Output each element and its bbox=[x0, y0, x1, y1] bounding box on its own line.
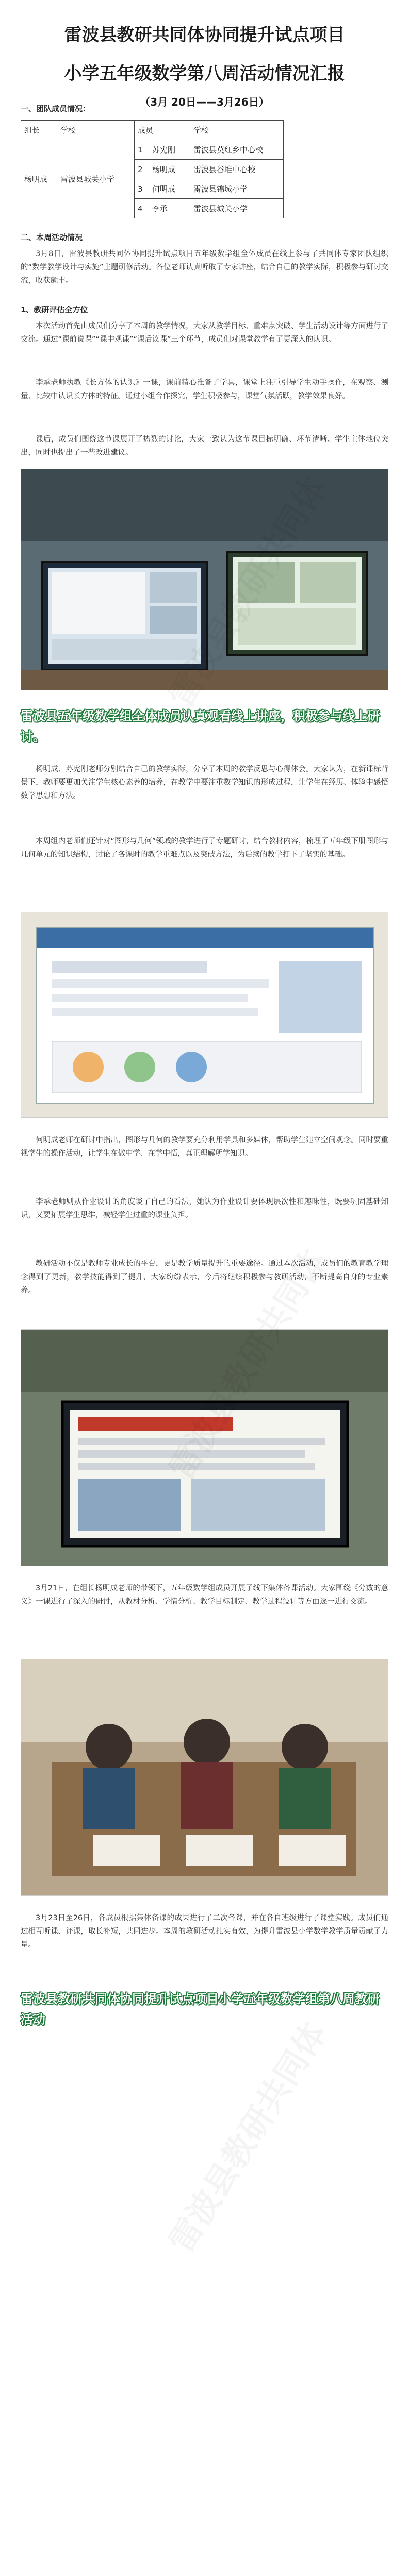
activity-photo-3 bbox=[21, 1329, 388, 1566]
photo-illustration bbox=[21, 1659, 388, 1896]
paragraph: 李承老师执教《长方体的认识》一课，课前精心准备了学具，课堂上注重引导学生动手操作，在观察、测量、比较中认识长方体的特征。通过小组合作探究，学生积极参与，课堂气氛活跃，教学效果良好。 bbox=[21, 379, 388, 400]
member-index: 4 bbox=[135, 199, 149, 218]
paragraph: 何明成老师在研讨中指出，图形与几何的教学要充分利用学具和多媒体，帮助学生建立空间观念。同时要重视学生的操作活动，让学生在做中学、在学中悟，真正理解所学知识。 bbox=[21, 1136, 388, 1158]
photo-illustration bbox=[21, 912, 388, 1118]
paragraph: 课后，成员们围绕这节课展开了热烈的讨论，大家一致认为这节课目标明确、环节清晰、学生主体地位突出，同时也提出了一些改进建议。 bbox=[21, 435, 388, 457]
member-name: 李承 bbox=[149, 199, 190, 218]
activity-photo-4 bbox=[21, 1659, 388, 1896]
paragraph: 3月23日至26日，各成员根据集体备课的成果进行了二次备课，并在各自班级进行了课堂实践。成员们通过相互听课、评课，取长补短，共同进步。本周的教研活动扎实有效，为提升雷波县小学数学教学质量贡献了力量。 bbox=[21, 1914, 388, 1949]
member-school: 雷波县谷堆中心校 bbox=[190, 160, 284, 179]
title-block bbox=[0, 21, 409, 109]
section2-intro: 3月8日，雷波县教研共同体协同提升试点项目五年级数学组全体成员在线上参与了共同体专家团队组织的“数学教学设计与实施”主题研修活动。各位老师认真听取了专家讲座，结合自己的教学实际，积极参与研讨交流，收获颇丰。 bbox=[21, 250, 388, 285]
table-row bbox=[21, 140, 284, 160]
member-school: 雷波县莫红乡中心校 bbox=[190, 140, 284, 160]
photo-caption-1: 雷波县五年级数学组全体成员认真观看线上讲座，积极参与线上研讨。 bbox=[21, 709, 380, 744]
member-name: 杨明成 bbox=[149, 160, 190, 179]
header-cell: 学校 bbox=[190, 121, 284, 140]
title-line-1: 雷波县教研共同体协同提升试点项目 bbox=[64, 25, 345, 45]
section1-title: 一、团队成员情况： bbox=[21, 104, 91, 113]
activity-photo-1 bbox=[21, 469, 388, 690]
member-index: 2 bbox=[135, 160, 149, 179]
date-range: （3月 20日——3月26日） bbox=[140, 96, 269, 108]
table-header-row bbox=[21, 121, 284, 140]
paragraph: 本次活动首先由成员们分享了本周的教学情况，大家从教学目标、重难点突破、学生活动设计等方面进行了交流。通过“课前说课”“课中观课”“课后议课”三个环节，成员们对课堂教学有了更深入的认识。 bbox=[21, 322, 388, 344]
photo-caption-2: 雷波县教研共同体协同提升试点项目小学五年级数学组第八周教研活动 bbox=[21, 1992, 380, 2027]
paragraph: 杨明成、苏宪刚老师分别结合自己的教学实际，分享了本周的教学反思与心得体会。大家认为，在新课标背景下，教师要更加关注学生核心素养的培养，在教学中要注重数学知识的形成过程，让学生在经历、体验中感悟数学思想和方法。 bbox=[21, 765, 388, 800]
members-table bbox=[21, 120, 284, 218]
member-index: 1 bbox=[135, 140, 149, 160]
paragraph: 教研活动不仅是教师专业成长的平台，更是教学质量提升的重要途径。通过本次活动，成员们的教育教学理念得到了更新，教学技能得到了提升，大家纷纷表示，今后将继续积极参与教研活动，不断提高自身的专业素养。 bbox=[21, 1260, 388, 1295]
member-name: 何明成 bbox=[149, 179, 190, 199]
member-index: 3 bbox=[135, 179, 149, 199]
watermark-text bbox=[155, 2012, 335, 2261]
title-line-2: 小学五年级数学第八周活动情况汇报 bbox=[64, 63, 345, 84]
photo-illustration bbox=[21, 1330, 388, 1566]
member-name: 苏宪刚 bbox=[149, 140, 190, 160]
paragraph: 3月21日，在组长杨明成老师的带领下，五年级数学组成员开展了线下集体备课活动。大家围绕《分数的意义》一课进行了深入的研讨，从教材分析、学情分析、教学目标制定、教学过程设计等方面逐一进行交流。 bbox=[21, 1584, 389, 1606]
photo-illustration bbox=[21, 469, 388, 690]
activity-photo-2 bbox=[21, 912, 388, 1118]
section2-title: 二、本周活动情况 bbox=[21, 233, 83, 242]
header-cell: 学校 bbox=[57, 121, 135, 140]
paragraph: 本周组内老师们还针对“图形与几何”领域的教学进行了专题研讨，结合教材内容，梳理了五年级下册图形与几何单元的知识结构，讨论了各课时的教学重难点以及突破方法，为后续的教学打下了坚实的基础。 bbox=[21, 837, 388, 859]
subsection1-title: 1、教研评估全方位 bbox=[21, 305, 88, 314]
leader-school: 雷波县城关小学 bbox=[57, 140, 135, 218]
member-school: 雷波县锦城小学 bbox=[190, 179, 284, 199]
leader-name: 杨明成 bbox=[21, 140, 57, 218]
header-cell: 组长 bbox=[21, 121, 57, 140]
member-school: 雷波县城关小学 bbox=[190, 199, 284, 218]
header-cell: 成员 bbox=[135, 121, 190, 140]
paragraph: 李承老师则从作业设计的角度谈了自己的看法，她认为作业设计要体现层次性和趣味性，既要巩固基础知识，又要拓展学生思维，减轻学生过重的课业负担。 bbox=[21, 1198, 388, 1219]
